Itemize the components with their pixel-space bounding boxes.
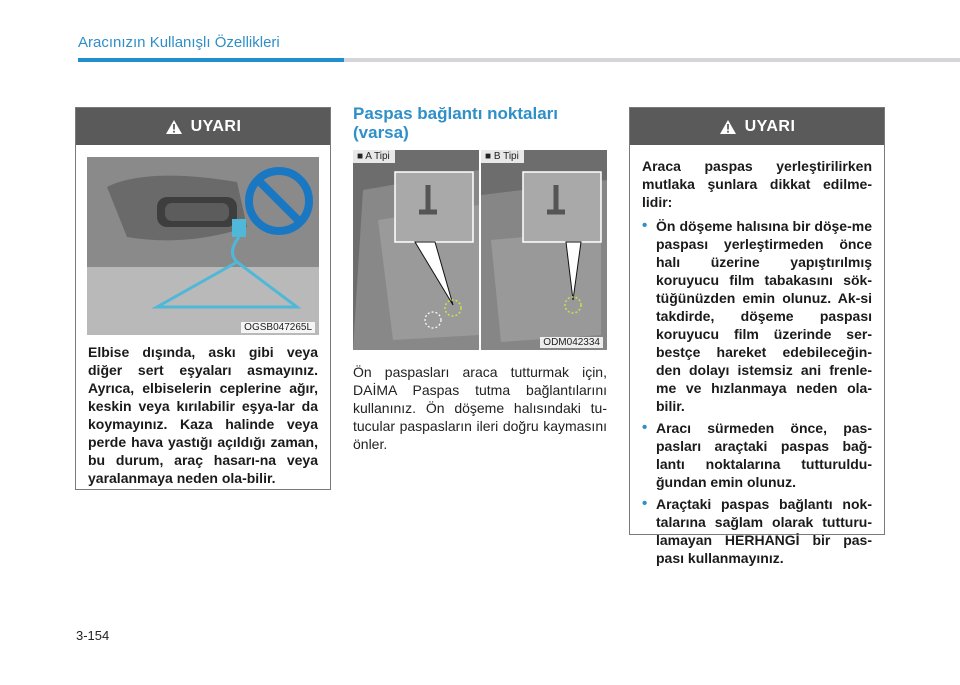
type-b-illustration [481, 150, 607, 350]
section-title: Aracınızın Kullanışlı Özellikleri [78, 34, 280, 51]
type-a-label: ■ A Tipi [353, 150, 395, 163]
bullet-icon: • [642, 419, 648, 436]
type-a-photo [353, 150, 479, 350]
right-warning-header [630, 108, 884, 145]
left-warning-box [75, 107, 331, 490]
mat-anchor-text: Ön paspasları araca tutturmak için, DAİMA Paspas tutma bağlantılarını kullanınız. Ön döşeme halısındaki tu-tucular paspasların ileri doğru kaymasını önler. [353, 364, 607, 452]
left-photo-caption: OGSB047265L [241, 322, 315, 333]
page-number: 3-154 [76, 628, 110, 643]
right-warning-heading: UYARI [744, 117, 796, 135]
hanger-photo [87, 157, 319, 335]
warning-triangle-icon [165, 119, 183, 135]
list-item [642, 217, 872, 415]
list-item-text: Ön döşeme halısına bir döşe-me paspası yerleştirmeden önce halı üzerine yapıştırılmış koruyucu film tabakasını sök-tüğünüzden emin olunuz. Ak-si takdirde, döşeme paspası koruyucu film üzerinde ser-bestçe hareket edebileceğin-den dolayı istemsiz ani frenle-me ve hızlanmaya neden ola-bilir. [656, 218, 872, 414]
right-warning-intro: Araca paspas yerleştirilirken mutlaka şunlara dikkat edilme-lidir: [642, 158, 872, 210]
header-rule [78, 58, 960, 62]
right-warning-box [629, 107, 885, 566]
bullet-icon: • [642, 495, 648, 512]
mat-anchor-photos [353, 150, 607, 350]
list-item [642, 495, 872, 567]
hanger-illustration [87, 157, 319, 335]
left-warning-heading: UYARI [190, 117, 242, 135]
list-item [642, 419, 872, 491]
type-b-label: ■ B Tipi [481, 150, 524, 163]
warning-triangle-icon [719, 119, 737, 135]
list-item-text: Aracı sürmeden önce, pas-pasları araçtaki paspas bağ-lantı noktalarına tutturuldu-ğundan emin olunuz. [656, 420, 872, 490]
mid-photo-caption: ODM042334 [540, 337, 603, 348]
type-a-illustration [353, 150, 479, 350]
list-item-text: Araçtaki paspas bağlantı nok-talarına sağlam olarak tutturu-lamayan HERHANGİ bir pas-pası kullanmayınız. [656, 496, 872, 566]
header-rule-accent [78, 58, 344, 62]
type-b-photo [481, 150, 607, 350]
left-warning-text: Elbise dışında, askı gibi veya diğer sert eşyaları asmayınız. Ayrıca, elbiselerin ceplerine ağır, keskin veya kırılabilir eşya-lar da koymayınız. Kaza halinde veya perde hava yastığı açıldığı zaman, bu durum, araç hasarı-na veya yaralanmaya neden ola-bilir. [88, 344, 318, 486]
right-warning-list [642, 217, 872, 567]
mat-anchor-title: Paspas bağlantı noktaları (varsa) [353, 104, 559, 142]
bullet-icon: • [642, 217, 648, 234]
left-warning-header [76, 108, 330, 145]
